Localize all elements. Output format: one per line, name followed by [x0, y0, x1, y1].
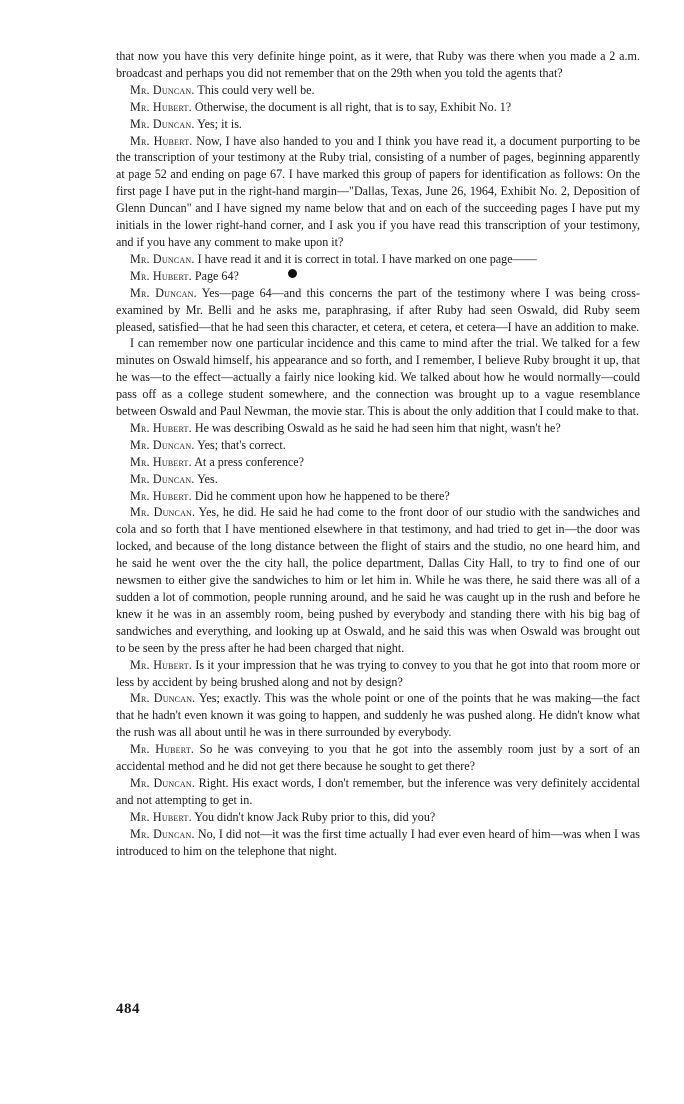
paragraph-text: Yes—page 64—and this concerns the part of the testimony where I was being cross-examined by Mr. Belli and he asks me, paraphrasing, if after Ruby had seen Oswald, did Ruby seem pleased, satisfied—that he had seen this character, et cetera, et cetera, et cetera—I have an addition to make.	[116, 285, 640, 334]
speaker-label: Mr. Hubert.	[130, 420, 192, 435]
paragraph-text: He was describing Oswald as he said he had seen him that night, wasn't he?	[194, 420, 561, 435]
paragraph	[116, 775, 640, 809]
paragraph	[116, 99, 640, 116]
paragraph-text: Otherwise, the document is all right, that is to say, Exhibit No. 1?	[194, 99, 512, 114]
paragraph-text: This could very well be.	[197, 82, 315, 97]
paragraph-text: Yes; that's correct.	[197, 437, 286, 452]
speaker-label: Mr. Duncan.	[130, 82, 195, 97]
paragraph	[116, 657, 640, 691]
paragraph-text: Page 64?	[194, 268, 239, 283]
speaker-label: Mr. Duncan.	[130, 691, 196, 706]
paragraph	[116, 690, 640, 741]
speaker-label: Mr. Duncan.	[130, 437, 195, 452]
transcript-body	[116, 48, 640, 860]
speaker-label: Mr. Hubert.	[130, 742, 195, 757]
paragraph	[116, 488, 640, 505]
paragraph	[116, 268, 640, 285]
paragraph	[116, 471, 640, 488]
paragraph-text: I can remember now one particular incidence and this came to mind after the trial. We talked for a few minutes on Oswald himself, his appearance and so forth, and I remember, I believe Ruby brought it up, that he was—to the effect—actually a fairly nice looking kid. We talked about how he would normally—could pass off as a college student somewhere, and the connection was brought up to a vague resemblance between Oswald and Paul Newman, the movie star. This is about the only addition that I could make to that.	[116, 336, 640, 419]
page-number: 484	[116, 1001, 140, 1017]
paragraph	[116, 285, 640, 336]
speaker-label: Mr. Hubert.	[130, 488, 192, 503]
speaker-label: Mr. Duncan.	[130, 775, 196, 790]
paragraph	[116, 48, 640, 82]
speaker-label: Mr. Duncan.	[130, 826, 195, 841]
paragraph	[116, 116, 640, 133]
paragraph	[116, 504, 640, 656]
speaker-label: Mr. Duncan.	[130, 471, 195, 486]
paragraph-text: that now you have this very definite hinge point, as it were, that Ruby was there when you made a 2 a.m. broadcast and perhaps you did not remember that on the 29th when you told the agents that?	[116, 49, 640, 80]
paragraph	[116, 454, 640, 471]
paragraph-text: You didn't know Jack Ruby prior to this, did you?	[194, 809, 436, 824]
paragraph	[116, 826, 640, 860]
speaker-label: Mr. Duncan.	[130, 251, 195, 266]
speaker-label: Mr. Duncan.	[130, 285, 197, 300]
paragraph-text: Did he comment upon how he happened to be there?	[194, 488, 450, 503]
speaker-label: Mr. Hubert.	[130, 133, 193, 148]
paragraph-text: Yes; exactly. This was the whole point or one of the points that he was making—the fact that he hadn't even known it was going to happen, and suddenly he was pushed along. He didn't know what the rush was all about until he was in there surrounded by everybody.	[116, 691, 640, 740]
paragraph	[116, 437, 640, 454]
paragraph	[116, 133, 640, 251]
paragraph-text: I have read it and it is correct in total. I have marked on one page——	[197, 251, 537, 266]
paragraph-text: So he was conveying to you that he got into the assembly room just by a sort of an accidental method and he did not get there because he sought to get there?	[116, 742, 640, 774]
speaker-label: Mr. Hubert.	[130, 268, 192, 283]
paragraph-text: Yes; it is.	[197, 116, 242, 131]
speaker-label: Mr. Hubert.	[130, 99, 192, 114]
paragraph-text: Yes.	[197, 471, 218, 486]
paragraph	[116, 741, 640, 775]
paragraph	[116, 420, 640, 437]
speaker-label: Mr. Hubert.	[130, 657, 193, 672]
paragraph-text: No, I did not—it was the first time actually I had ever even heard of him—was when I was introduced to him on the telephone that night.	[116, 826, 640, 858]
paragraph-text: Now, I have also handed to you and I think you have read it, a document purporting to be the transcription of your testimony at the Ruby trial, consisting of a number of pages, beginning apparently at page 52 and ending on page 67. I have marked this group of papers for identification as follows: On the first page I have put in the right-hand margin—"Dallas, Texas, June 26, 1964, Exhibit No. 2, Deposition of Glenn Duncan" and I have signed my name below that and on each of the succeeding pages I have put my initials in the lower right-hand corner, and I ask you if you have read this transcription of your testimony, and if you have any comment to make upon it?	[116, 133, 641, 249]
paragraph-text: Yes, he did. He said he had come to the front door of our studio with the sandwiches and cola and so forth that I have mentioned elsewhere in that testimony, and had tried to get in—the door was locked, and because of the long distance between the flight of stairs and the studio, no one heard him, and he said he went over the the city hall, the police department, Dallas City Hall, to try to find one of our newsmen to either give the sandwiches to him or let him in. While he was there, he said there was all of a sudden a lot of commotion, people running around, and he said he was caught up in the rush and before he knew it he was in an assembly room, being pushed by everybody and standing there with his big bag of sandwiches and everything, and looking up at Oswald, and he said this was when Oswald was brought out to be seen by the press after he had been charged that night.	[116, 505, 640, 655]
speaker-label: Mr. Hubert.	[130, 454, 192, 469]
speaker-label: Mr. Duncan.	[130, 116, 195, 131]
speaker-label: Mr. Duncan.	[130, 505, 196, 520]
paragraph-text: Is it your impression that he was trying to convey to you that he got into that room more or less by accident by being brushed along and not by design?	[116, 657, 641, 689]
paragraph	[116, 82, 640, 99]
paragraph-text: At a press conference?	[194, 454, 304, 469]
speaker-label: Mr. Hubert.	[130, 809, 192, 824]
paragraph	[116, 251, 640, 268]
ink-blot	[288, 269, 297, 278]
paragraph-text: Right. His exact words, I don't remember, but the inference was very definitely accidental and not attempting to get in.	[116, 775, 640, 807]
paragraph	[116, 809, 640, 826]
paragraph	[116, 335, 640, 420]
